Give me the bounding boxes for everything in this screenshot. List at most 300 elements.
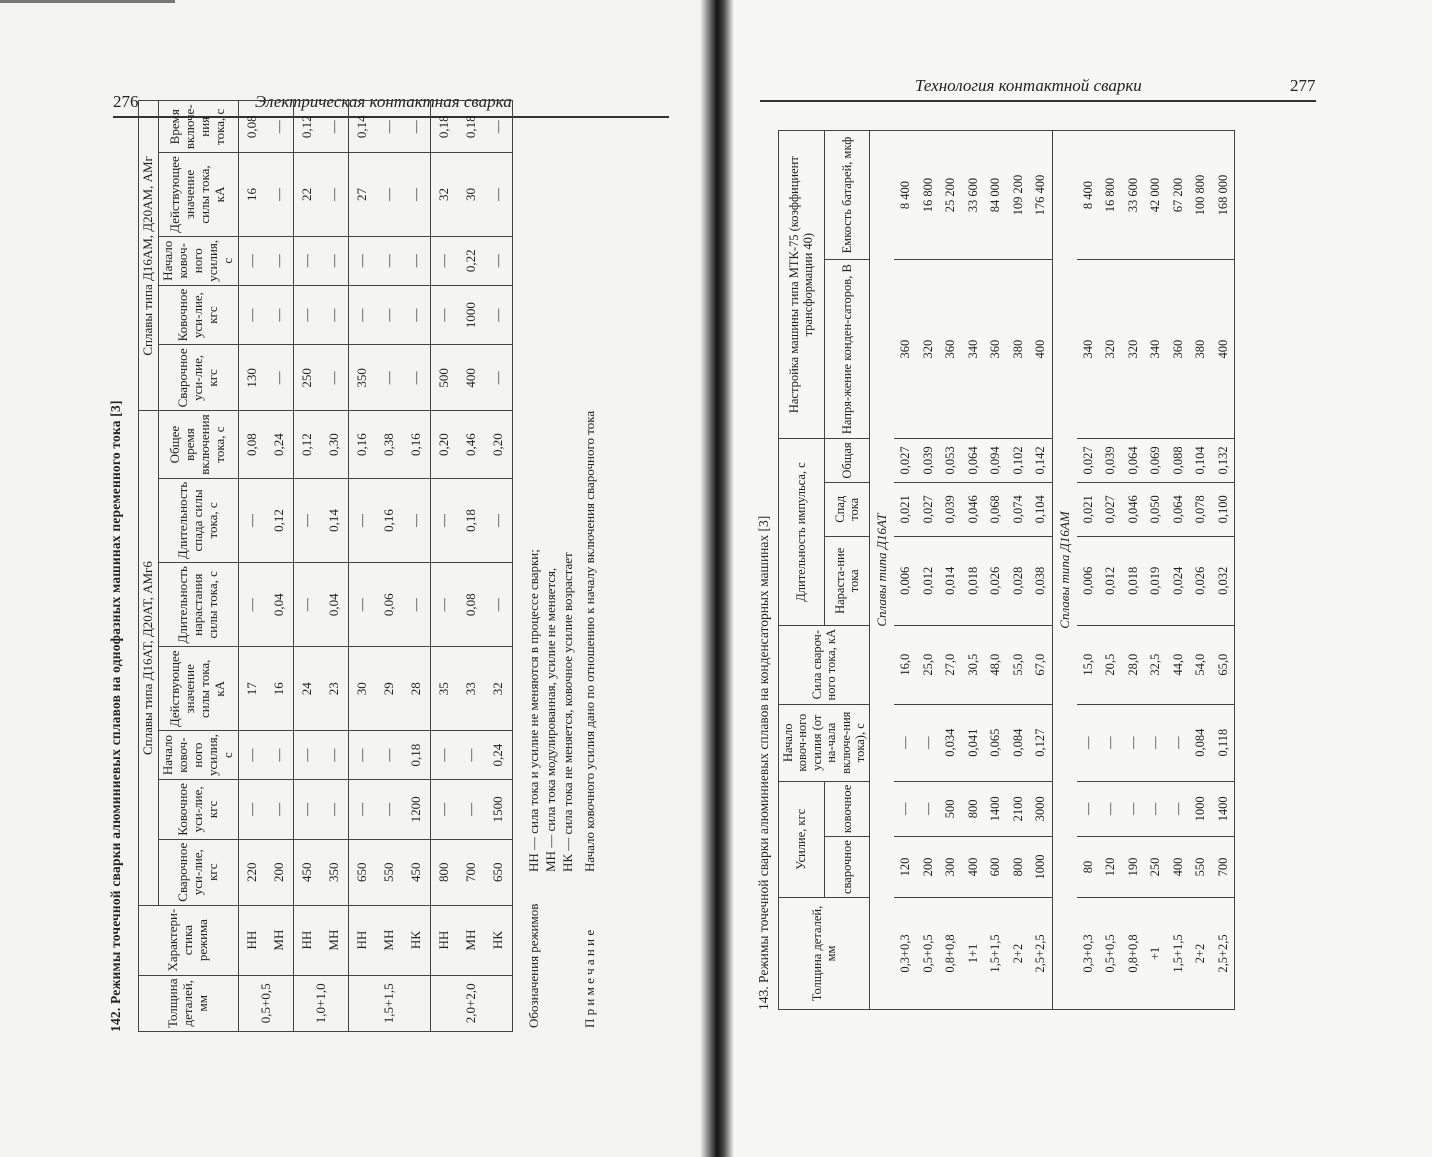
table-cell: 0,028 bbox=[1007, 536, 1030, 625]
table-cell: 450 bbox=[403, 839, 431, 905]
table-cell: 1500 bbox=[485, 780, 513, 840]
table-cell: 100 800 bbox=[1189, 131, 1212, 260]
table-cell: — bbox=[238, 731, 266, 780]
table-cell: 0,14 bbox=[348, 101, 376, 153]
th-group-1: Сплавы типа Д16АТ, Д20АТ, АМг6 bbox=[139, 411, 159, 905]
table-cell: НН bbox=[430, 905, 458, 975]
table-cell: 0,3+0,3 bbox=[1077, 898, 1100, 1010]
table-cell: 0,12 bbox=[293, 411, 321, 478]
table-cell: 380 bbox=[1007, 260, 1030, 439]
table-cell: — bbox=[238, 285, 266, 345]
table-cell: — bbox=[376, 345, 403, 411]
table-cell: 0,027 bbox=[917, 482, 940, 536]
table-cell: — bbox=[321, 153, 349, 237]
table-cell: 0,039 bbox=[917, 439, 940, 482]
table-cell: — bbox=[376, 236, 403, 285]
table-cell: 32 bbox=[485, 647, 513, 731]
table-cell: НК bbox=[403, 905, 431, 975]
table-cell: — bbox=[485, 153, 513, 237]
table-cell: 0,06 bbox=[376, 563, 403, 647]
table-cell: 109 200 bbox=[1007, 131, 1030, 260]
table-142-notes bbox=[525, 152, 605, 1032]
table-cell: 0,04 bbox=[321, 563, 349, 647]
table-cell: 16 800 bbox=[917, 131, 940, 260]
table-row bbox=[939, 131, 962, 1010]
table-cell: 500 bbox=[939, 781, 962, 836]
section-row bbox=[870, 131, 895, 1010]
table-cell: 0,30 bbox=[321, 411, 349, 478]
table-cell: +1 bbox=[1144, 898, 1167, 1010]
table-cell: 800 bbox=[430, 839, 458, 905]
th-g2-col: Начало ковоч-ного усилия, с bbox=[158, 236, 238, 285]
table-cell: 30,5 bbox=[962, 625, 985, 704]
table-cell: 1,5+1,5 bbox=[1167, 898, 1190, 1010]
left-page-number: 276 bbox=[113, 92, 139, 111]
table-cell: 400 bbox=[1212, 260, 1235, 439]
table-cell: 550 bbox=[1189, 837, 1212, 898]
table-cell: 0,064 bbox=[1167, 482, 1190, 536]
table-cell: 28 bbox=[403, 647, 431, 731]
table-cell: 0,041 bbox=[962, 704, 985, 781]
table-cell: 1,5+1,5 bbox=[984, 898, 1007, 1010]
table-cell: 300 bbox=[939, 837, 962, 898]
table-cell: 84 000 bbox=[984, 131, 1007, 260]
table-cell: — bbox=[1122, 781, 1145, 836]
table-cell: 0,104 bbox=[1189, 439, 1212, 482]
table-cell: 400 bbox=[1167, 837, 1190, 898]
book-gutter bbox=[700, 0, 734, 1157]
table-cell: 0,050 bbox=[1144, 482, 1167, 536]
table-row bbox=[348, 101, 376, 1032]
table-row bbox=[238, 101, 266, 1032]
table-cell: 0,053 bbox=[939, 439, 962, 482]
table-cell: 380 bbox=[1189, 260, 1212, 439]
table-cell: 0,18 bbox=[458, 101, 485, 153]
table-cell: 0,04 bbox=[266, 563, 294, 647]
table-cell: 0,039 bbox=[939, 482, 962, 536]
table-cell: 0,20 bbox=[485, 411, 513, 478]
table-cell: — bbox=[376, 101, 403, 153]
table-cell: 176 400 bbox=[1029, 131, 1052, 260]
table-row bbox=[1167, 131, 1190, 1010]
table-cell: 27 bbox=[348, 153, 376, 237]
table-cell: 0,019 bbox=[1144, 536, 1167, 625]
right-page-number: 277 bbox=[1290, 76, 1316, 95]
table-cell: 350 bbox=[348, 345, 376, 411]
table-cell: 700 bbox=[458, 839, 485, 905]
legend-label: Обозначения режимов bbox=[525, 903, 541, 1028]
section-row bbox=[1052, 131, 1077, 1010]
table-cell: — bbox=[348, 563, 376, 647]
table-cell: — bbox=[266, 101, 294, 153]
table-cell: — bbox=[238, 780, 266, 840]
table-cell: 0,088 bbox=[1167, 439, 1190, 482]
table-row bbox=[1122, 131, 1145, 1010]
table-cell: 0,014 bbox=[939, 536, 962, 625]
table-cell: 30 bbox=[348, 647, 376, 731]
th143-pulse-rise: Нараста-ние тока bbox=[824, 536, 870, 625]
table-cell: 340 bbox=[962, 260, 985, 439]
table-cell: — bbox=[293, 478, 321, 562]
th-g1-col: Длительность нарастания силы тока, с bbox=[158, 563, 238, 647]
table-cell: 450 bbox=[293, 839, 321, 905]
table-cell: 0,8+0,8 bbox=[939, 898, 962, 1010]
table-cell: — bbox=[1167, 781, 1190, 836]
table-cell: 15,0 bbox=[1077, 625, 1100, 704]
table-cell: — bbox=[403, 153, 431, 237]
table-142 bbox=[138, 100, 513, 1032]
table-cell: 65,0 bbox=[1212, 625, 1235, 704]
table-cell: 250 bbox=[293, 345, 321, 411]
table-cell: 16 800 bbox=[1099, 131, 1122, 260]
table-cell: 168 000 bbox=[1212, 131, 1235, 260]
table-cell: — bbox=[293, 731, 321, 780]
table-cell: 0,012 bbox=[917, 536, 940, 625]
table-cell: МН bbox=[266, 905, 294, 975]
table-row bbox=[321, 101, 349, 1032]
table-row bbox=[1212, 131, 1235, 1010]
table-cell: 0,006 bbox=[1077, 536, 1100, 625]
table-cell: 16,0 bbox=[894, 625, 917, 704]
table-cell: — bbox=[293, 236, 321, 285]
table-row bbox=[1007, 131, 1030, 1010]
th143-forge-start: Начало ковоч-ного усилия (от на-чала включе-ния тока), с bbox=[779, 704, 870, 781]
table-cell: — bbox=[321, 731, 349, 780]
table-cell: 340 bbox=[1077, 260, 1100, 439]
th-g1-col: Ковочное уси-лие, кгс bbox=[158, 780, 238, 840]
table-cell: 1000 bbox=[1189, 781, 1212, 836]
table-cell: — bbox=[1099, 704, 1122, 781]
table-cell: — bbox=[430, 731, 458, 780]
table-cell: 0,021 bbox=[1077, 482, 1100, 536]
table-cell: — bbox=[321, 285, 349, 345]
table-cell: МН bbox=[376, 905, 403, 975]
table-cell: — bbox=[917, 781, 940, 836]
th-g1-col: Длительность спада силы тока, с bbox=[158, 478, 238, 562]
table-cell: — bbox=[266, 780, 294, 840]
table-cell: 0,142 bbox=[1029, 439, 1052, 482]
th-g1-col: Общее время включения тока, с bbox=[158, 411, 238, 478]
table-cell: — bbox=[485, 236, 513, 285]
table-row bbox=[430, 101, 458, 1032]
table-cell: — bbox=[266, 731, 294, 780]
table-142-block bbox=[108, 104, 605, 1032]
table-cell: 0,5+0,5 bbox=[1099, 898, 1122, 1010]
th143-pulse-fall: Спад тока bbox=[824, 482, 870, 536]
table-cell: 1000 bbox=[458, 285, 485, 345]
table-cell: 0,08 bbox=[238, 101, 266, 153]
table-cell: — bbox=[266, 345, 294, 411]
table-cell: МН bbox=[458, 905, 485, 975]
table-cell: 1400 bbox=[1212, 781, 1235, 836]
table-cell: 220 bbox=[238, 839, 266, 905]
table-cell: 400 bbox=[458, 345, 485, 411]
table-row bbox=[1099, 131, 1122, 1010]
table-cell: 25 200 bbox=[939, 131, 962, 260]
table-cell: — bbox=[1144, 781, 1167, 836]
table-row bbox=[376, 101, 403, 1032]
table-cell: — bbox=[266, 285, 294, 345]
table-cell: 0,3+0,3 bbox=[894, 898, 917, 1010]
table-cell: — bbox=[458, 731, 485, 780]
table-row bbox=[403, 101, 431, 1032]
table-cell: НН bbox=[238, 905, 266, 975]
table-cell: 340 bbox=[1144, 260, 1167, 439]
table-cell: 120 bbox=[1099, 837, 1122, 898]
table-cell: 800 bbox=[1007, 837, 1030, 898]
table-cell: 20,5 bbox=[1099, 625, 1122, 704]
table-cell: 42 000 bbox=[1144, 131, 1167, 260]
th-thickness: Толщина деталей, мм bbox=[139, 975, 239, 1031]
legend-item-2: МН — сила тока модулированная, усилие не меняется, bbox=[542, 567, 558, 872]
table-cell: 400 bbox=[1029, 260, 1052, 439]
th-g2-col: Сварочное уси-лие, кгс bbox=[158, 345, 238, 411]
table-cell: НН bbox=[348, 905, 376, 975]
table-cell: — bbox=[348, 478, 376, 562]
table-cell: 0,132 bbox=[1212, 439, 1235, 482]
table-cell: 32,5 bbox=[1144, 625, 1167, 704]
table-cell: 360 bbox=[1167, 260, 1190, 439]
table-cell: 0,018 bbox=[1122, 536, 1145, 625]
table-cell: 33 600 bbox=[962, 131, 985, 260]
table-cell: 2,5+2,5 bbox=[1212, 898, 1235, 1010]
th143-pulse: Длительность импульса, с bbox=[779, 439, 825, 625]
th143-capacity: Емкость батарей, мкф bbox=[824, 131, 870, 260]
table-row bbox=[962, 131, 985, 1010]
table-142-title: 142. Режимы точечной сварки алюминиевых сплавов на однофазных машинах переменного тока [3] bbox=[108, 400, 123, 1032]
table-cell: 55,0 bbox=[1007, 625, 1030, 704]
table-cell: 200 bbox=[266, 839, 294, 905]
table-cell: 23 bbox=[321, 647, 349, 731]
table-cell: — bbox=[485, 101, 513, 153]
table-cell: 0,20 bbox=[430, 411, 458, 478]
scan-edge-line bbox=[0, 0, 175, 3]
table-cell: — bbox=[403, 345, 431, 411]
table-cell: 0,16 bbox=[403, 411, 431, 478]
table-cell: — bbox=[266, 236, 294, 285]
table-cell: 0,12 bbox=[293, 101, 321, 153]
th143-pulse-total: Общая bbox=[824, 439, 870, 482]
table-cell: 0,027 bbox=[894, 439, 917, 482]
table-cell: — bbox=[293, 780, 321, 840]
table-cell: 0,034 bbox=[939, 704, 962, 781]
table-cell: — bbox=[293, 285, 321, 345]
table-cell: — bbox=[321, 236, 349, 285]
th-g2-col: Действующее значение силы тока, кА bbox=[158, 153, 238, 237]
thickness-cell: 1,5+1,5 bbox=[348, 975, 430, 1031]
table-cell: — bbox=[376, 731, 403, 780]
table-cell: — bbox=[894, 781, 917, 836]
table-cell: 0,127 bbox=[1029, 704, 1052, 781]
table-row bbox=[1077, 131, 1100, 1010]
table-cell: 1400 bbox=[984, 781, 1007, 836]
table-143 bbox=[778, 130, 1235, 1010]
thickness-cell: 1,0+1,0 bbox=[293, 975, 348, 1031]
th143-force: Усилие, кгс bbox=[779, 781, 825, 897]
table-cell: 0,38 bbox=[376, 411, 403, 478]
table-cell: 360 bbox=[894, 260, 917, 439]
table-cell: 360 bbox=[939, 260, 962, 439]
table-cell: 0,068 bbox=[984, 482, 1007, 536]
table-cell: 2+2 bbox=[1189, 898, 1212, 1010]
table-cell: 35 bbox=[430, 647, 458, 731]
table-cell: 0,24 bbox=[485, 731, 513, 780]
table-cell: — bbox=[293, 563, 321, 647]
table-cell: 320 bbox=[917, 260, 940, 439]
table-cell: НН bbox=[293, 905, 321, 975]
table-cell: 0,14 bbox=[321, 478, 349, 562]
table-cell: 0,18 bbox=[430, 101, 458, 153]
table-cell: 0,5+0,5 bbox=[917, 898, 940, 1010]
table-cell: 0,078 bbox=[1189, 482, 1212, 536]
table-cell: 0,094 bbox=[984, 439, 1007, 482]
table-cell: 8 400 bbox=[1077, 131, 1100, 260]
table-cell: 400 bbox=[962, 837, 985, 898]
table-cell: 0,104 bbox=[1029, 482, 1052, 536]
table-cell: 8 400 bbox=[894, 131, 917, 260]
table-cell: 0,18 bbox=[458, 478, 485, 562]
table-cell: 24 bbox=[293, 647, 321, 731]
table-cell: 0,046 bbox=[1122, 482, 1145, 536]
table-cell: — bbox=[894, 704, 917, 781]
table-cell: — bbox=[1077, 704, 1100, 781]
table-cell: 29 bbox=[376, 647, 403, 731]
th143-voltage: Напря-жение конден-саторов, В bbox=[824, 260, 870, 439]
table-cell: 27,0 bbox=[939, 625, 962, 704]
table-cell: 120 bbox=[894, 837, 917, 898]
table-cell: МН bbox=[321, 905, 349, 975]
th-g1-col: Действующее значение силы тока, кА bbox=[158, 647, 238, 731]
table-cell: 0,102 bbox=[1007, 439, 1030, 482]
legend-item-1: НН — сила тока и усилие не меняются в процессе сварки; bbox=[525, 549, 541, 872]
table-cell: 190 bbox=[1122, 837, 1145, 898]
table-cell: 2,5+2,5 bbox=[1029, 898, 1052, 1010]
table-cell: 17 bbox=[238, 647, 266, 731]
table-row bbox=[917, 131, 940, 1010]
table-cell: — bbox=[917, 704, 940, 781]
table-cell: 130 bbox=[238, 345, 266, 411]
table-cell: 22 bbox=[293, 153, 321, 237]
table-cell: — bbox=[376, 285, 403, 345]
table-143-title: 143. Режимы точечной сварки алюминиевых сплавов на конденсаторных машинах [3] bbox=[756, 515, 771, 1010]
th143-current: Сила свароч-ного тока, кА bbox=[779, 625, 870, 704]
table-cell: 0,16 bbox=[348, 411, 376, 478]
table-cell: 33 bbox=[458, 647, 485, 731]
table-cell: 0,22 bbox=[458, 236, 485, 285]
table-cell: — bbox=[238, 236, 266, 285]
th143-machine: Настройка машины типа МТК-75 (коэффициент трансформации 40) bbox=[779, 131, 825, 439]
table-cell: 0,118 bbox=[1212, 704, 1235, 781]
table-cell: 0,039 bbox=[1099, 439, 1122, 482]
table-cell: 0,064 bbox=[1122, 439, 1145, 482]
table-cell: 33 600 bbox=[1122, 131, 1145, 260]
table-cell: 48,0 bbox=[984, 625, 1007, 704]
thickness-cell: 0,5+0,5 bbox=[238, 975, 293, 1031]
table-cell: — bbox=[348, 731, 376, 780]
table-cell: 32 bbox=[430, 153, 458, 237]
table-row bbox=[485, 101, 513, 1032]
table-cell: — bbox=[430, 285, 458, 345]
table-cell: 0,018 bbox=[962, 536, 985, 625]
table-cell: — bbox=[1144, 704, 1167, 781]
table-cell: — bbox=[485, 345, 513, 411]
table-cell: 0,026 bbox=[984, 536, 1007, 625]
table-cell: 2+2 bbox=[1007, 898, 1030, 1010]
table-cell: — bbox=[1077, 781, 1100, 836]
table-cell: 1200 bbox=[403, 780, 431, 840]
table-cell: 200 bbox=[917, 837, 940, 898]
th-group-2: Сплавы типа Д16АМ, Д20АМ, АМг bbox=[139, 101, 159, 411]
table-cell: 0,006 bbox=[894, 536, 917, 625]
table-cell: 0,021 bbox=[894, 482, 917, 536]
table-cell: — bbox=[348, 285, 376, 345]
table-cell: 0,100 bbox=[1212, 482, 1235, 536]
table-cell: 250 bbox=[1144, 837, 1167, 898]
table-cell: — bbox=[403, 478, 431, 562]
table-cell: 360 bbox=[984, 260, 1007, 439]
table-cell: — bbox=[321, 780, 349, 840]
table-cell: 650 bbox=[348, 839, 376, 905]
table-cell: — bbox=[430, 236, 458, 285]
table-cell: — bbox=[376, 780, 403, 840]
th-g1-col: Сварочное уси-лие, кгс bbox=[158, 839, 238, 905]
table-row bbox=[894, 131, 917, 1010]
table-cell: — bbox=[458, 780, 485, 840]
table-cell: 67 200 bbox=[1167, 131, 1190, 260]
section-title: Сплавы типа Д16АМ bbox=[1052, 131, 1077, 1010]
th-characteristic: Характери-стика режима bbox=[139, 905, 239, 975]
th143-force-weld: сварочное bbox=[824, 837, 870, 898]
right-running-head: Технология контактной сварки bbox=[915, 76, 1142, 95]
table-cell: — bbox=[430, 478, 458, 562]
table-cell: 0,032 bbox=[1212, 536, 1235, 625]
table-cell: — bbox=[485, 478, 513, 562]
table-cell: 16 bbox=[238, 153, 266, 237]
table-cell: — bbox=[403, 285, 431, 345]
table-cell: 0,064 bbox=[962, 439, 985, 482]
table-cell: 0,084 bbox=[1189, 704, 1212, 781]
table-cell: 1+1 bbox=[962, 898, 985, 1010]
table-row bbox=[293, 101, 321, 1032]
table-cell: 80 bbox=[1077, 837, 1100, 898]
table-cell: 0,12 bbox=[266, 478, 294, 562]
table-cell: 1000 bbox=[1029, 837, 1052, 898]
table-cell: 0,046 bbox=[962, 482, 985, 536]
table-cell: 67,0 bbox=[1029, 625, 1052, 704]
table-cell: — bbox=[1122, 704, 1145, 781]
section-title: Сплавы типа Д16АТ bbox=[870, 131, 895, 1010]
table-cell: — bbox=[403, 563, 431, 647]
table-cell: — bbox=[238, 563, 266, 647]
table-143-block bbox=[756, 130, 1235, 1010]
table-cell: — bbox=[266, 153, 294, 237]
th-g1-col: Начало ковоч-ного усилия, с bbox=[158, 731, 238, 780]
table-cell: НК bbox=[485, 905, 513, 975]
th-g2-col: Ковочное уси-лие, кгс bbox=[158, 285, 238, 345]
table-cell: — bbox=[403, 101, 431, 153]
table-cell: — bbox=[430, 563, 458, 647]
table-cell: 2100 bbox=[1007, 781, 1030, 836]
table-cell: 0,08 bbox=[238, 411, 266, 478]
table-cell: — bbox=[376, 153, 403, 237]
table-cell: 550 bbox=[376, 839, 403, 905]
table-cell: 0,074 bbox=[1007, 482, 1030, 536]
table-row bbox=[984, 131, 1007, 1010]
table-row bbox=[458, 101, 485, 1032]
note-label: П р и м е ч а н и е bbox=[581, 929, 597, 1028]
legend-item-3: НК — сила тока не меняется, ковочное усилие возрастает bbox=[559, 552, 575, 872]
table-cell: 320 bbox=[1099, 260, 1122, 439]
